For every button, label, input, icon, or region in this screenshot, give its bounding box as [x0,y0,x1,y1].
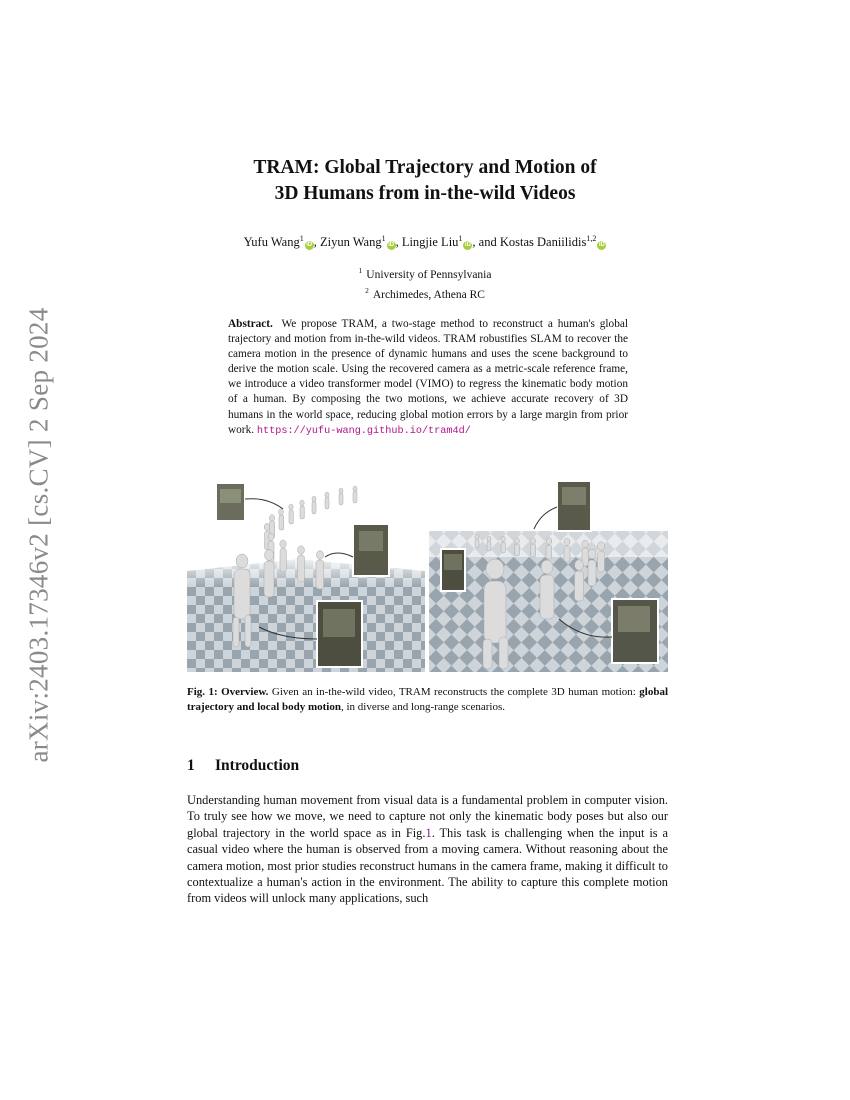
caption-bold-text: global trajectory and local body motion [187,686,668,713]
author-affil: 1 [458,234,463,243]
paragraph-text-cont: . This task is challenging when the input is a casual video where the human is observed from a moving camera. Without reasoning about the camera motion, most prior studies reconstruct humans in the camera frame, making it difficult to contextualize a human's action in the environment. The ability to capture this complete motion from videos will unlock many applications, such [187,825,668,906]
orcid-icon[interactable]: iD [464,242,471,249]
caption-text: Given an in-the-wild video, TRAM reconstructs the complete 3D human motion: [271,686,636,698]
arxiv-identifier [22,300,56,770]
figure-reference-link[interactable]: 1 [425,825,432,840]
abstract-label: Abstract. [228,318,273,330]
author-name: Yufu Wang [243,235,300,250]
affiliation-num: 1 [358,266,363,275]
author-separator: , and [472,235,500,250]
orcid-icon[interactable]: iD [598,242,605,249]
affiliation-1 [170,263,680,283]
author-name: Kostas Daniilidis [499,235,587,250]
author-affil: 1 [299,234,304,243]
overview-figure-image [187,479,668,672]
left-scene-panel [187,479,425,672]
section-heading [187,757,299,775]
paragraph-text: Understanding human movement from visual data is a fundamental problem in computer vision. To truly see how we move, we need to capture not only the kinematic body poses but also our global trajectory in the world space as in Fig. [187,793,668,840]
project-url-link[interactable]: https://yufu-wang.github.io/tram4d/ [256,425,471,437]
arxiv-id-text: arXiv:2403.17346v2 [cs.CV] 2 Sep 2024 [23,307,54,763]
affiliations [170,263,680,303]
author-name: Lingjie Liu [401,235,459,250]
author-affil: 1 [381,234,386,243]
section-number: 1 [187,757,195,774]
author-separator: , [313,235,320,250]
affiliation-name: University of Pennsylvania [366,268,492,281]
affiliation-name: Archimedes, Athena RC [372,288,485,301]
orcid-icon[interactable]: iD [306,242,313,249]
title-line-1: TRAM: Global Trajectory and Motion of [253,157,597,178]
abstract [228,317,628,439]
affiliation-2 [170,283,680,303]
author-affil: 1,2 [586,234,597,243]
paper-title [170,155,680,207]
author-separator: , [395,235,402,250]
author-list [170,234,680,250]
title-line-2: 3D Humans from in-the-wild Videos [274,183,576,204]
overview-figure [187,479,668,672]
abstract-text: We propose TRAM, a two-stage method to reconstruct a human's global trajectory and motion from in-the-wild videos. TRAM robustifies SLAM to recover the camera motion in the presence of dynamic humans and uses the scene background to derive the motion scale. Using the recovered camera as a metric-scale reference frame, we introduce a video transformer model (VIMO) to regress the kinematic body motion of a human. By composing the two motions, we achieve accurate recovery of 3D humans in the world space, reducing global motion errors by a large margin from prior work. [228,318,629,436]
caption-text-end: , in diverse and long-range scenarios. [340,701,506,713]
orcid-icon[interactable]: iD [388,242,395,249]
affiliation-num: 2 [365,285,369,295]
author-name: Ziyun Wang [319,235,382,250]
figure-caption [187,685,668,715]
right-scene-panel [429,481,668,672]
figure-label: Fig. 1: Overview. [187,686,269,698]
section-title: Introduction [215,757,300,774]
introduction-paragraph [187,792,668,907]
